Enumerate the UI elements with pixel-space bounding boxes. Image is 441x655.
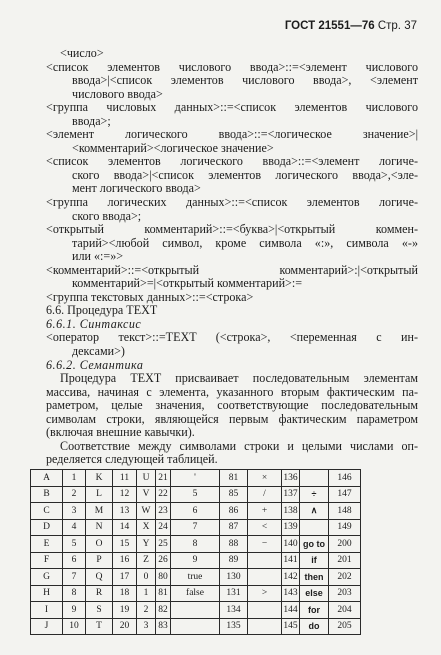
code-table [30, 469, 361, 635]
section-heading: 6.6. Процедура TEXT [46, 303, 158, 318]
table-cell: F [31, 552, 63, 569]
table-cell: 134 [220, 602, 248, 619]
table-cell: 139 [282, 519, 300, 536]
text-line: раметром, целые значения, соответствующие последовательным [46, 398, 418, 413]
table-row [31, 486, 361, 503]
table-cell: 15 [113, 536, 137, 553]
table-cell: 18 [113, 585, 137, 602]
table-cell: K [86, 470, 113, 487]
table-cell [171, 618, 220, 635]
table-row [31, 470, 361, 487]
table-cell: false [171, 585, 220, 602]
table-cell: 142 [282, 569, 300, 586]
text-line: ского ввода>|<список элементов логического ввода>,<эле- [72, 167, 418, 182]
table-cell: U [137, 470, 156, 487]
table-cell: 14 [113, 519, 137, 536]
table-cell: G [31, 569, 63, 586]
table-cell: 137 [282, 486, 300, 503]
text-line: <группа числовых данных>::=<список элементов числового [46, 100, 418, 115]
table-cell: go to [300, 536, 329, 553]
table-row [31, 569, 361, 586]
text-line: <список элементов логического ввода>::=<элемент логиче- [46, 154, 418, 169]
table-cell: 203 [329, 585, 361, 602]
text-line: ского ввода>; [72, 208, 142, 223]
table-cell: 3 [63, 503, 86, 520]
table-cell: 26 [156, 552, 171, 569]
table-cell: A [31, 470, 63, 487]
table-cell: L [86, 486, 113, 503]
text-line: ввода>; [72, 113, 111, 128]
table-cell: C [31, 503, 63, 520]
table-cell: 141 [282, 552, 300, 569]
text-line: <комментарий>::=<открытый комментарий>:|<открытый [46, 262, 418, 277]
table-cell: 147 [329, 486, 361, 503]
table-cell: R [86, 585, 113, 602]
table-cell [300, 519, 329, 536]
table-row [31, 536, 361, 553]
table-cell: 81 [220, 470, 248, 487]
table-cell: 86 [220, 503, 248, 520]
table-cell [300, 470, 329, 487]
table-cell: 9 [171, 552, 220, 569]
table-cell [248, 552, 282, 569]
text-line: <список элементов числового ввода>::=<элемент числового [46, 59, 418, 74]
table-row [31, 618, 361, 635]
table-cell: 144 [282, 602, 300, 619]
table-cell: 143 [282, 585, 300, 602]
table-cell: for [300, 602, 329, 619]
text-line: или «:=»> [72, 249, 124, 264]
table-cell: 0 [137, 569, 156, 586]
table-cell: / [248, 486, 282, 503]
table-cell: 202 [329, 569, 361, 586]
table-cell: 135 [220, 618, 248, 635]
table-cell: < [248, 519, 282, 536]
table-cell: Q [86, 569, 113, 586]
table-cell: 201 [329, 552, 361, 569]
table-cell: 21 [156, 470, 171, 487]
table-cell: T [86, 618, 113, 635]
table-cell: 12 [113, 486, 137, 503]
text-line: <открытый комментарий>::=<буква>|<открытый коммен- [46, 222, 418, 237]
table-cell: 20 [113, 618, 137, 635]
table-cell: 5 [171, 486, 220, 503]
table-cell: 89 [220, 552, 248, 569]
text-line: массива, начиная с элемента, указанного вторым фактическим па- [46, 384, 418, 399]
text-line: тарий><любой символ, кроме символа «:», символа «-» [72, 235, 418, 250]
table-cell: D [31, 519, 63, 536]
table-cell: 149 [329, 519, 361, 536]
table-cell: B [31, 486, 63, 503]
table-cell: O [86, 536, 113, 553]
table-cell [171, 602, 220, 619]
table-cell: 2 [63, 486, 86, 503]
table-cell: 148 [329, 503, 361, 520]
text-line: <оператор текст>::=TEXT (<строка>, <переменная с ин- [46, 330, 418, 345]
table-cell: 146 [329, 470, 361, 487]
table-cell: 24 [156, 519, 171, 536]
text-line: дексами>) [72, 344, 125, 359]
table-cell: I [31, 602, 63, 619]
table-cell: 82 [156, 602, 171, 619]
table-row [31, 602, 361, 619]
table-cell: 22 [156, 486, 171, 503]
table-cell: 130 [220, 569, 248, 586]
text-line: ввода>|<список элементов числового ввода>, <элемент [72, 73, 418, 88]
table-cell: N [86, 519, 113, 536]
text-line: Соответствие между символами строки и целыми числами оп- [60, 438, 418, 453]
table-cell: 8 [171, 536, 220, 553]
subsection-heading: 6.6.1. Синтаксис [46, 316, 142, 331]
table-cell: 17 [113, 569, 137, 586]
table-cell: true [171, 569, 220, 586]
table-cell: ' [171, 470, 220, 487]
table-cell: 2 [137, 602, 156, 619]
table-cell: + [248, 503, 282, 520]
table-cell: V [137, 486, 156, 503]
table-row [31, 519, 361, 536]
text-line: <группа логических данных>::=<список элементов логиче- [46, 195, 418, 210]
table-cell: ∧ [300, 503, 329, 520]
table-cell: 3 [137, 618, 156, 635]
table-cell: S [86, 602, 113, 619]
table-cell [248, 602, 282, 619]
table-cell: ÷ [300, 486, 329, 503]
table-cell: 131 [220, 585, 248, 602]
table-row [31, 503, 361, 520]
table-cell: 6 [171, 503, 220, 520]
table-cell: else [300, 585, 329, 602]
table-cell: if [300, 552, 329, 569]
text-line: мент логического ввода> [72, 181, 201, 196]
table-cell: > [248, 585, 282, 602]
table-cell: 138 [282, 503, 300, 520]
text-line: <элемент логического ввода>::=<логическое значение>| [46, 127, 418, 142]
table-cell: 11 [113, 470, 137, 487]
table-cell: 7 [171, 519, 220, 536]
table-cell: 1 [137, 585, 156, 602]
table-cell: − [248, 536, 282, 553]
table-cell [248, 618, 282, 635]
text-line: комментарий>=|<открытый комментарий>:= [72, 276, 303, 291]
text-line: <число> [60, 46, 104, 60]
table-cell: 136 [282, 470, 300, 487]
table-cell: 80 [156, 569, 171, 586]
table-cell: 85 [220, 486, 248, 503]
table-cell: 19 [113, 602, 137, 619]
table-cell: E [31, 536, 63, 553]
table-cell: 8 [63, 585, 86, 602]
table-cell [248, 569, 282, 586]
text-line: Процедура TEXT присваивает последовательным элементам [60, 371, 418, 386]
table-cell: 204 [329, 602, 361, 619]
table-cell: H [31, 585, 63, 602]
table-cell: × [248, 470, 282, 487]
table-cell: Z [137, 552, 156, 569]
table-cell: 13 [113, 503, 137, 520]
page-number: Стр. 37 [377, 20, 417, 32]
table-cell: 87 [220, 519, 248, 536]
table-cell: 140 [282, 536, 300, 553]
table-cell: 6 [63, 552, 86, 569]
text-line: (включая внешние кавычки). [46, 425, 195, 440]
table-cell: 145 [282, 618, 300, 635]
table-cell: 1 [63, 470, 86, 487]
table-row [31, 552, 361, 569]
table-cell: X [137, 519, 156, 536]
table-cell: do [300, 618, 329, 635]
table-cell: W [137, 503, 156, 520]
table-cell: Y [137, 536, 156, 553]
table-cell: P [86, 552, 113, 569]
table-cell: M [86, 503, 113, 520]
body-text [46, 47, 418, 467]
table-cell: 200 [329, 536, 361, 553]
table-cell: 205 [329, 618, 361, 635]
text-line: символам строки, являющейся первым фактическим параметром [46, 411, 418, 426]
table-cell: 25 [156, 536, 171, 553]
table-cell: 88 [220, 536, 248, 553]
subsection-heading: 6.6.2. Семантика [46, 357, 144, 372]
text-line: числового ввода> [72, 86, 163, 101]
table-row [31, 585, 361, 602]
text-line: <комментарий><логическое значение> [72, 140, 274, 155]
text-line: ределяется следующей таблицей. [46, 452, 218, 467]
table-cell: 23 [156, 503, 171, 520]
table-cell: 4 [63, 519, 86, 536]
table-cell: 9 [63, 602, 86, 619]
table-cell: 10 [63, 618, 86, 635]
table-cell: J [31, 618, 63, 635]
standard-code: ГОСТ 21551—76 [284, 20, 375, 32]
table-cell: 7 [63, 569, 86, 586]
table-cell: then [300, 569, 329, 586]
table-cell: 5 [63, 536, 86, 553]
text-line: <группа текстовых данных>::=<строка> [46, 289, 254, 304]
table-cell: 81 [156, 585, 171, 602]
table-cell: 16 [113, 552, 137, 569]
table-cell: 83 [156, 618, 171, 635]
page-header [285, 20, 417, 32]
